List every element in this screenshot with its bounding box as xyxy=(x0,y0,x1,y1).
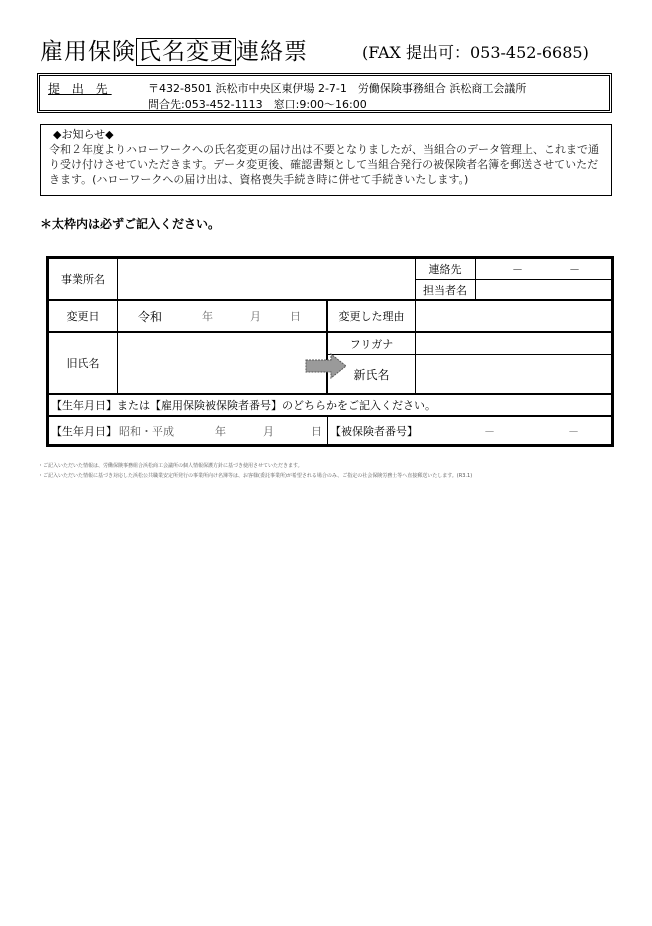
change-date-field[interactable] xyxy=(118,301,326,331)
name-change-form xyxy=(46,256,614,447)
month-label: 月 xyxy=(250,310,261,323)
arrow-right-icon xyxy=(305,353,347,379)
insured-number-field[interactable] xyxy=(328,417,611,444)
contact-label: 連絡先 xyxy=(428,263,462,276)
contact-dash-1: － xyxy=(512,263,523,276)
new-name-label: 新氏名 xyxy=(353,367,390,382)
insured-dash-2: － xyxy=(568,424,579,438)
change-date-label: 変更日 xyxy=(66,310,100,323)
person-in-charge-field[interactable] xyxy=(476,280,611,299)
person-in-charge-label: 担当者名 xyxy=(423,283,467,297)
change-reason-field[interactable] xyxy=(416,301,611,331)
form-title xyxy=(40,34,308,70)
notice-title: ◆お知らせ◆ xyxy=(53,128,114,141)
birth-day-label: 日 xyxy=(311,424,322,438)
destination-contact: 問合先:053-452-1113 窓口:9:00～16:00 xyxy=(148,98,367,111)
required-note: ＊太枠内は必ずご記入ください。 xyxy=(40,217,221,231)
destination-box xyxy=(37,73,612,113)
footnote-1: ・ご記入いただいた情報は、労働保険事務組合浜松商工会議所の個人情報保護方針に基づき使用させていただきます。 xyxy=(38,463,303,469)
old-name-field[interactable] xyxy=(118,333,326,393)
destination-label: 提 出 先 xyxy=(48,82,112,96)
title-boxed: 氏名変更 xyxy=(138,39,234,65)
insured-dash-1: － xyxy=(484,424,495,438)
title-row xyxy=(40,34,620,70)
year-label: 年 xyxy=(202,310,213,323)
insured-number-label: 【被保険者番号】 xyxy=(330,424,418,438)
birth-date-label: 【生年月日】 xyxy=(51,424,117,438)
birth-month-label: 月 xyxy=(263,424,274,438)
birth-era: 昭和・平成 xyxy=(119,424,174,438)
old-name-label: 旧氏名 xyxy=(66,357,100,370)
instruction-text: 【生年月日】または【雇用保険被保険者番号】のどちらかをご記入ください。 xyxy=(51,399,436,412)
day-label: 日 xyxy=(290,310,301,323)
birth-date-field[interactable] xyxy=(49,417,327,444)
office-name-label: 事業所名 xyxy=(61,273,105,286)
era-reiwa: 令和 xyxy=(138,309,163,324)
title-prefix: 雇用保険 xyxy=(40,39,136,65)
contact-field[interactable] xyxy=(476,259,611,279)
furigana-label: フリガナ xyxy=(349,337,394,351)
notice-box xyxy=(40,124,612,196)
furigana-field[interactable] xyxy=(416,333,611,354)
notice-body: 令和２年度よりハローワークへの氏名変更の届け出は不要となりましたが、当組合のデータ管理上、これまで通り受け付けさせていただきます。データ変更後、確認書類として当組合発行の被保険者名簿を郵送させていただきます。(ハローワークへの届け出は、資格喪失手続き時に併せて手続きいたします。) xyxy=(49,143,599,186)
fax-number: (FAX 提出可：053-452-6685) xyxy=(362,43,589,62)
birth-year-label: 年 xyxy=(215,424,226,438)
new-name-field[interactable] xyxy=(416,355,611,393)
destination-address: 〒432-8501 浜松市中央区東伊場 2-7-1 労働保険事務組合 浜松商工会議所 xyxy=(148,82,527,95)
change-reason-label: 変更した理由 xyxy=(338,310,405,323)
title-suffix: 連絡票 xyxy=(236,39,308,65)
contact-dash-2: － xyxy=(569,263,580,276)
footnote-2: ・ご記入いただいた情報に基づき対応した浜松公共職業安定所発行の事業所向け名簿等は、お客様(委託事業所)が希望される場合のみ、ご指定の社会保険労務士等へ直接郵送いたします。(R3.1) xyxy=(38,473,473,479)
office-name-field[interactable] xyxy=(118,259,415,299)
